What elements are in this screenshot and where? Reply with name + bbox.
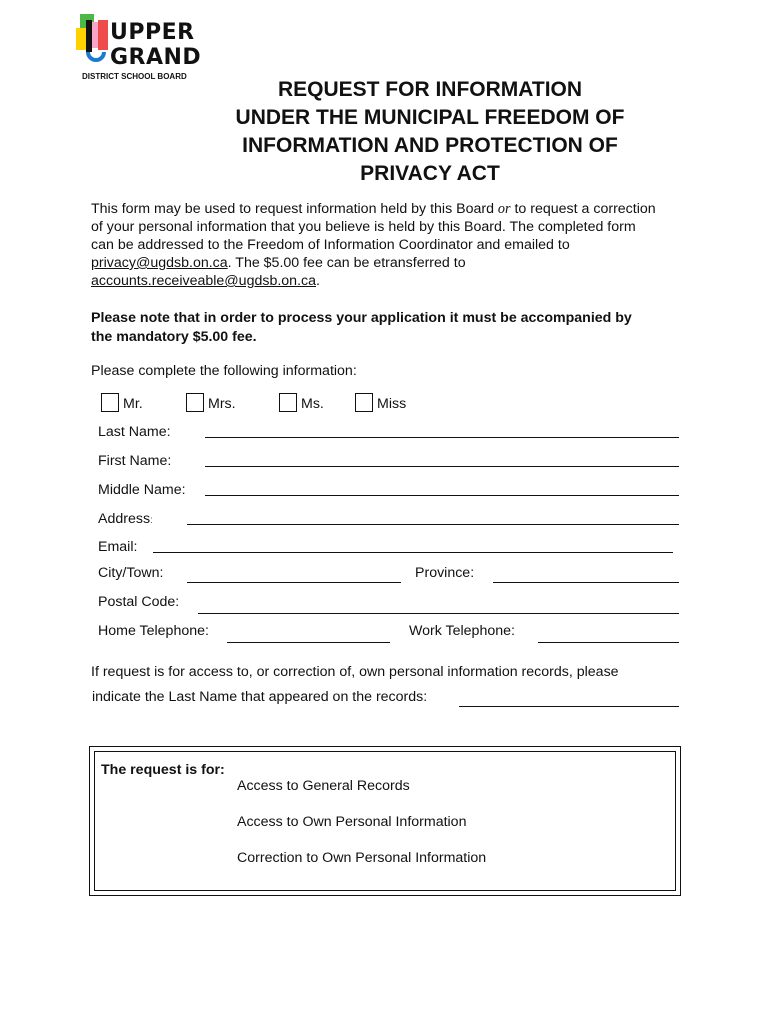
request-type-box [89,746,681,896]
miss-label: Miss [377,396,407,412]
logo-mark-icon [76,12,110,72]
title-line: INFORMATION AND PROTECTION OF [242,134,618,157]
records-instruction: If request is for access to, or correction of, own personal information records, please [91,664,619,680]
title-option-mrs[interactable] [186,393,236,412]
address-field[interactable] [187,524,679,525]
email-label: Email: [98,539,138,555]
city-field[interactable] [187,582,401,583]
postal-code-label: Postal Code: [98,594,180,610]
request-type-inner [94,751,676,891]
middle-name-field[interactable] [205,495,679,496]
title-line: UNDER THE MUNICIPAL FREEDOM OF [235,106,625,129]
title-option-ms[interactable] [279,393,324,412]
title-option-mr[interactable] [101,393,143,412]
mrs-checkbox[interactable] [186,393,204,412]
intro-text: . [316,273,320,289]
work-phone-field[interactable] [538,642,679,643]
first-name-field[interactable] [205,466,679,467]
accounts-email-link[interactable]: accounts.receiveable@ugdsb.on.ca [91,273,316,289]
address-label-text: Address [98,511,151,527]
city-label: City/Town: [98,565,164,581]
address-label [98,511,153,527]
intro-paragraph [91,200,691,290]
province-field[interactable] [493,582,679,583]
last-name-field[interactable] [205,437,679,438]
fee-note-line: the mandatory $5.00 fee. [91,329,257,345]
miss-checkbox[interactable] [355,393,373,412]
home-phone-label: Home Telephone: [98,623,209,639]
mr-label: Mr. [123,396,143,412]
ms-label: Ms. [301,396,324,412]
first-name-label: First Name: [98,453,172,469]
privacy-email-link[interactable]: privacy@ugdsb.on.ca [91,255,228,271]
intro-text: to request a correction [510,201,656,217]
request-option-correction[interactable]: Correction to Own Personal Information [237,850,487,866]
logo-text-grand: GRAND [110,45,202,70]
please-complete-text: Please complete the following information: [91,363,357,379]
intro-text: can be addressed to the Freedom of Information Coordinator and emailed to [91,237,570,253]
ms-checkbox[interactable] [279,393,297,412]
logo-text-upper: UPPER [110,20,195,45]
title-line: REQUEST FOR INFORMATION [277,78,583,101]
fee-note-line: Please note that in order to process your application it must be accompanied by [91,310,632,326]
records-last-name-field[interactable] [459,706,679,707]
upper-grand-logo [76,12,216,84]
postal-code-field[interactable] [198,613,679,614]
request-heading: The request is for: [101,762,225,778]
form-title [150,76,710,188]
fee-note [91,309,691,347]
records-instruction-2: indicate the Last Name that appeared on the records: [92,689,428,705]
mr-checkbox[interactable] [101,393,119,412]
intro-text: This form may be used to request information held by this Board [91,201,498,217]
request-option-general[interactable]: Access to General Records [237,778,410,794]
home-phone-field[interactable] [227,642,390,643]
email-field[interactable] [153,552,673,553]
title-line: PRIVACY ACT [360,162,500,185]
last-name-label: Last Name: [98,424,171,440]
mrs-label: Mrs. [208,396,236,412]
middle-name-label: Middle Name: [98,482,186,498]
work-phone-label: Work Telephone: [409,623,515,639]
province-label: Province: [415,565,475,581]
address-colon: : [150,515,153,526]
request-option-own-info[interactable]: Access to Own Personal Information [237,814,467,830]
intro-or-text: or [497,201,511,217]
intro-text: . The $5.00 fee can be etransferred to [227,255,466,271]
title-option-miss[interactable] [355,393,406,412]
logo-subtitle: DISTRICT SCHOOL BOARD [82,72,187,81]
intro-text: of your personal information that you believe is held by this Board. The completed form [91,219,636,235]
